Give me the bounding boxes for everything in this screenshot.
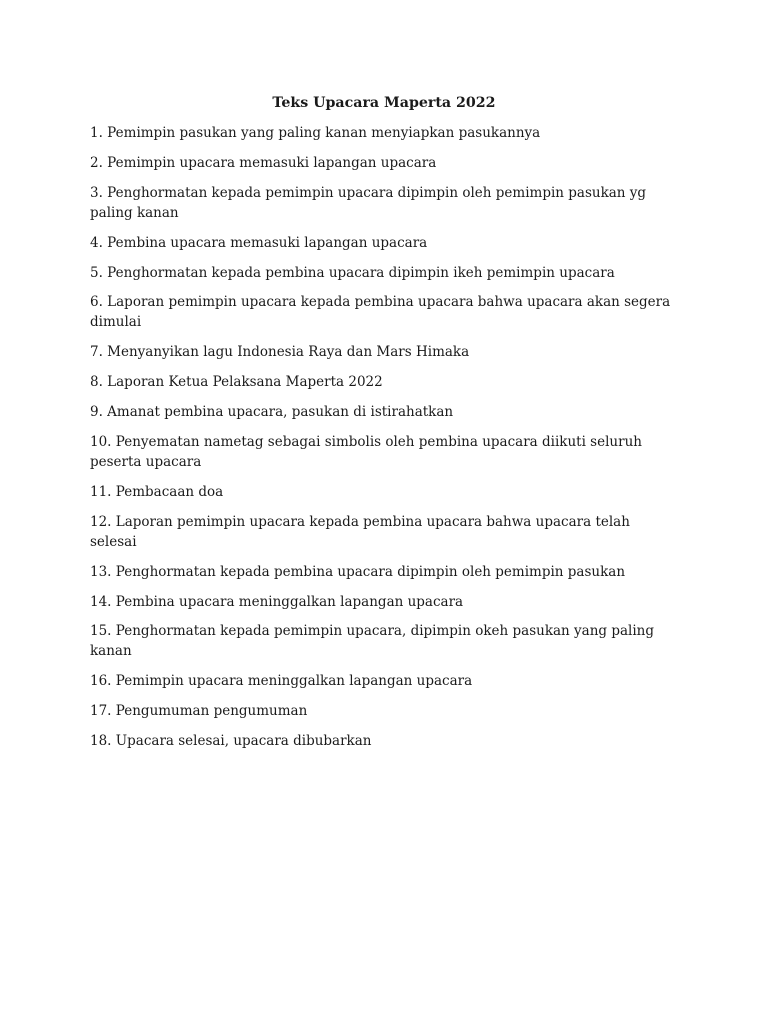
list-item: 15. Penghormatan kepada pemimpin upacara, dipimpin okeh pasukan yang paling kanan (90, 623, 655, 660)
list-item: 1. Pemimpin pasukan yang paling kanan menyiapkan pasukannya (90, 125, 541, 141)
list-item: 3. Penghormatan kepada pemimpin upacara dipimpin oleh pemimpin pasukan yg paling kanan (90, 184, 647, 221)
list-item: 10. Penyematan nametag sebagai simbolis oleh pembina upacara diikuti seluruh peserta upacara (90, 434, 642, 471)
list-item: 5. Penghormatan kepada pembina upacara dipimpin ikeh pemimpin upacara (90, 264, 615, 281)
list-item: 6. Laporan pemimpin upacara kepada pembina upacara bahwa upacara akan segera dimulai (90, 294, 671, 331)
list-item: 13. Penghormatan kepada pembina upacara dipimpin oleh pemimpin pasukan (90, 563, 626, 580)
list-item: 18. Upacara selesai, upacara dibubarkan (90, 733, 372, 750)
list-item: 16. Pemimpin upacara meninggalkan lapangan upacara (90, 673, 473, 690)
list-item: 9. Amanat pembina upacara, pasukan di istirahatkan (90, 404, 454, 421)
list-item: 4. Pembina upacara memasuki lapangan upacara (90, 234, 428, 251)
list-item: 11. Pembacaan doa (90, 483, 224, 500)
list-item: 12. Laporan pemimpin upacara kepada pembina upacara bahwa upacara telah selesai (90, 513, 630, 550)
document-title: Teks Upacara Maperta 2022 (272, 95, 496, 111)
list-item: 2. Pemimpin upacara memasuki lapangan upacara (90, 154, 437, 171)
list-item: 7. Menyanyikan lagu Indonesia Raya dan Mars Himaka (90, 344, 470, 361)
list-item: 17. Pengumuman pengumuman (90, 703, 308, 720)
ceremony-steps-list (90, 123, 680, 761)
list-item: 8. Laporan Ketua Pelaksana Maperta 2022 (90, 374, 383, 391)
list-item: 14. Pembina upacara meninggalkan lapangan upacara (90, 593, 464, 610)
